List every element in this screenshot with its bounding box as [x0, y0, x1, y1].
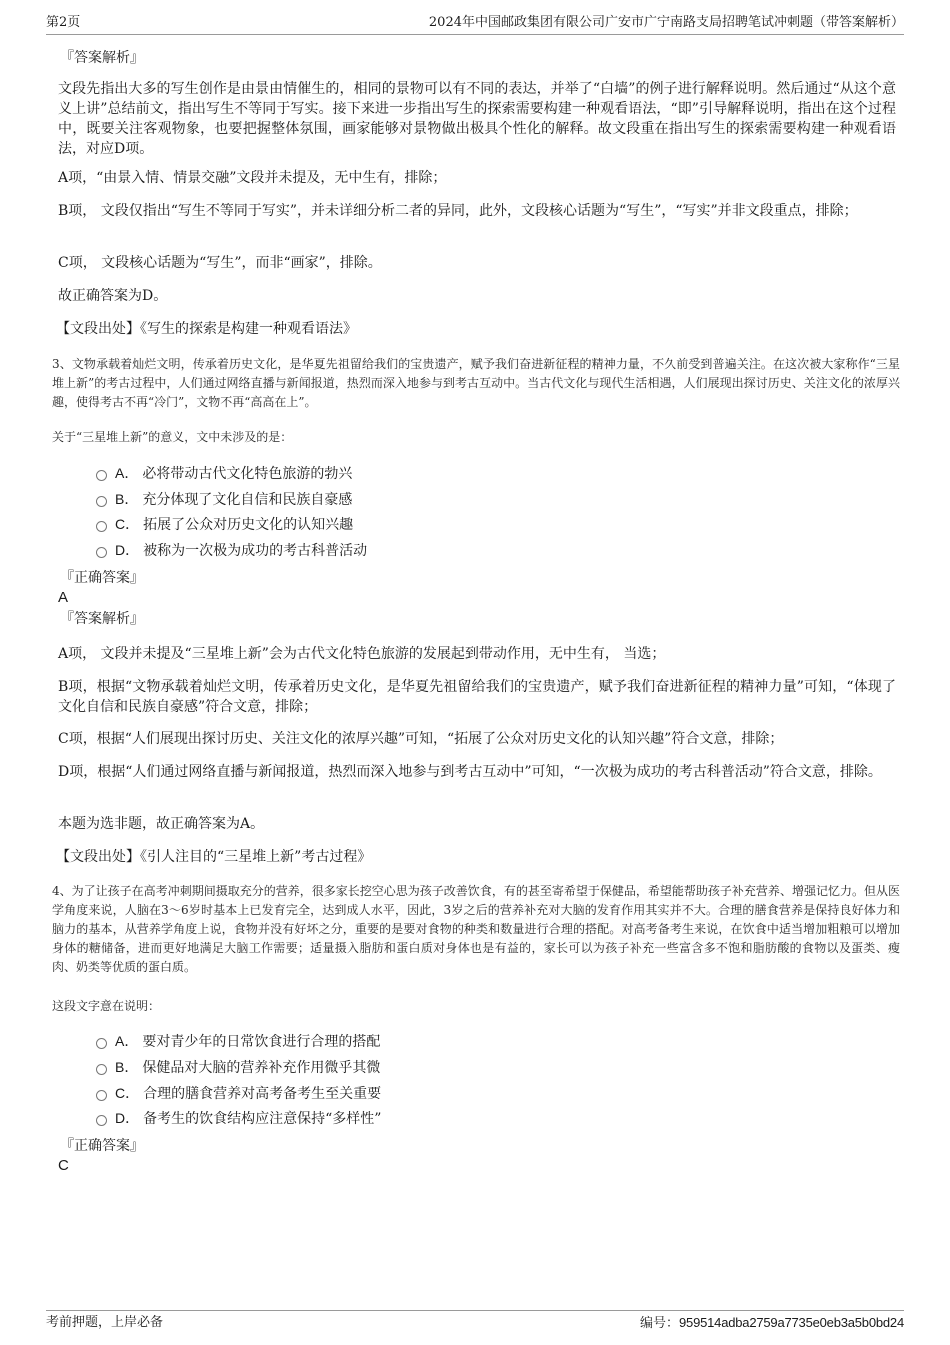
option-d[interactable]: D． 被称为一次极为成功的考古科普活动 [96, 539, 367, 561]
radio-icon[interactable] [96, 1090, 107, 1101]
radio-icon[interactable] [96, 1064, 107, 1075]
radio-icon[interactable] [96, 547, 107, 558]
analysis-option-c: C项，根据“人们展现出探讨历史、关注文化的浓厚兴趣”可知，“拓展了公众对历史文化的认知兴趣”符合文意，排除； [58, 731, 784, 747]
radio-icon[interactable] [96, 1038, 107, 1049]
question-stem: 4、为了让孩子在高考冲刺期间摄取充分的营养，很多家长挖空心思为孩子改善饮食，有的甚至寄希望于保健品，希望能帮助孩子补充营养、增强记忆力。但从医学角度来说，人脑在3～6岁时基本上已发育完全，达到成人水平，因此，3岁之后的营养补充对大脑的发育作用其实并不大。合理的膳食营养是保持良好体力和脑力的基本，从营养学角度上说，食物并没有好坏之分，重要的是要对食物的种类和数量进行合理的搭配。对高考备考生来说，在饮食中适当增加粗粮可以增加身体的糖储备，进而更好地满足大脑工作需要；适量摄入脂肪和蛋白质对身体也是有益的，家长可以为孩子补充一些富含多不饱和脂肪酸的食物以及蛋类、瘦肉、奶类等优质的蛋白质。 [52, 884, 900, 974]
option-c[interactable]: C． 拓展了公众对历史文化的认知兴趣 [96, 513, 353, 535]
correct-answer: C [58, 1157, 69, 1174]
option-b[interactable]: B． 充分体现了文化自信和民族自豪感 [96, 488, 352, 510]
document-title: 2024年中国邮政集团有限公司广安市广宁南路支局招聘笔试冲刺题（带答案解析） [428, 15, 904, 30]
page-header [46, 14, 904, 35]
correct-answer-label: 『正确答案』 [60, 1138, 144, 1154]
analysis-label: 『答案解析』 [60, 611, 144, 627]
analysis-option-b: B项， 文段仅指出“写生不等同于写实”，并未详细分析二者的异同，此外，文段核心话题为“写生”，“写实”并非文段重点，排除； [58, 203, 858, 219]
option-b[interactable]: B． 保健品对大脑的营养补充作用微乎其微 [96, 1056, 380, 1078]
correct-answer: A [58, 589, 69, 606]
correct-answer-label: 『正确答案』 [60, 570, 144, 586]
radio-icon[interactable] [96, 470, 107, 481]
page-footer [46, 1310, 904, 1337]
analysis-option-c: C项， 文段核心话题为“写生”，而非“画家”，排除。 [58, 255, 382, 271]
option-c[interactable]: C． 合理的膳食营养对高考备考生至关重要 [96, 1082, 381, 1104]
analysis-option-a: A项， 文段并未提及“三星堆上新”会为古代文化特色旅游的发展起到带动作用，无中生有， 当选； [58, 646, 666, 662]
source-citation: 【文段出处】《写生的探索是构建一种观看语法》 [56, 321, 357, 337]
page-number: 第2页 [46, 15, 81, 30]
question-prompt: 关于“三星堆上新”的意义，文中未涉及的是： [52, 430, 293, 444]
footer-slogan: 考前押题，上岸必备 [46, 1315, 164, 1330]
analysis-text: 文段先指出大多的写生创作是由景由情催生的，相同的景物可以有不同的表达，并举了“白墙”的例子进行解释说明。然后通过“从这个意义上讲”总结前文，指出写生不等同于写实。接下来进一步指出写生的探索需要构建一种观看语法，“即”引导解释说明，指出在这个过程中，既要关注客观物象，也要把握整体氛围，画家能够对景物做出极具个性化的解释。故文段重在指出写生的探索需要构建一种观看语法，对应D项。 [58, 81, 896, 157]
source-citation: 【文段出处】《引人注目的“三星堆上新”考古过程》 [56, 849, 372, 865]
question-prompt: 这段文字意在说明： [52, 999, 161, 1013]
option-d[interactable]: D． 备考生的饮食结构应注意保持“多样性” [96, 1107, 381, 1129]
radio-icon[interactable] [96, 1115, 107, 1126]
option-a[interactable]: A． 必将带动古代文化特色旅游的勃兴 [96, 462, 352, 484]
radio-icon[interactable] [96, 496, 107, 507]
question-stem: 3、文物承载着灿烂文明，传承着历史文化，是华夏先祖留给我们的宝贵遗产，赋予我们奋进新征程的精神力量，不久前受到普遍关注。在这次被大家称作“三星堆上新”的考古过程中，人们通过网络直播与新闻报道，热烈而深入地参与到考古互动中。当古代文化与现代生活相遇，人们展现出探讨历史、关注文化的浓厚兴趣，使得考古不再“冷门”，文物不再“高高在上”。 [52, 357, 900, 409]
analysis-option-d: D项，根据“人们通过网络直播与新闻报道，热烈而深入地参与到考古互动中”可知，“一次极为成功的考古科普活动”符合文意，排除。 [58, 764, 882, 780]
radio-icon[interactable] [96, 521, 107, 532]
option-a[interactable]: A． 要对青少年的日常饮食进行合理的搭配 [96, 1030, 380, 1052]
analysis-option-a: A项，“由景入情、情景交融”文段并未提及，无中生有，排除； [58, 170, 447, 186]
analysis-conclusion: 故正确答案为D。 [58, 288, 168, 304]
document-code: 编号：959514adba2759a7735e0eb3a5b0bd24 [640, 1315, 904, 1331]
analysis-option-b: B项，根据“文物承载着灿烂文明，传承着历史文化，是华夏先祖留给我们的宝贵遗产，赋予我们奋进新征程的精神力量”可知，“体现了文化自信和民族自豪感”符合文意，排除； [58, 679, 896, 715]
analysis-label: 『答案解析』 [60, 50, 144, 66]
analysis-conclusion: 本题为选非题，故正确答案为A。 [58, 816, 265, 832]
